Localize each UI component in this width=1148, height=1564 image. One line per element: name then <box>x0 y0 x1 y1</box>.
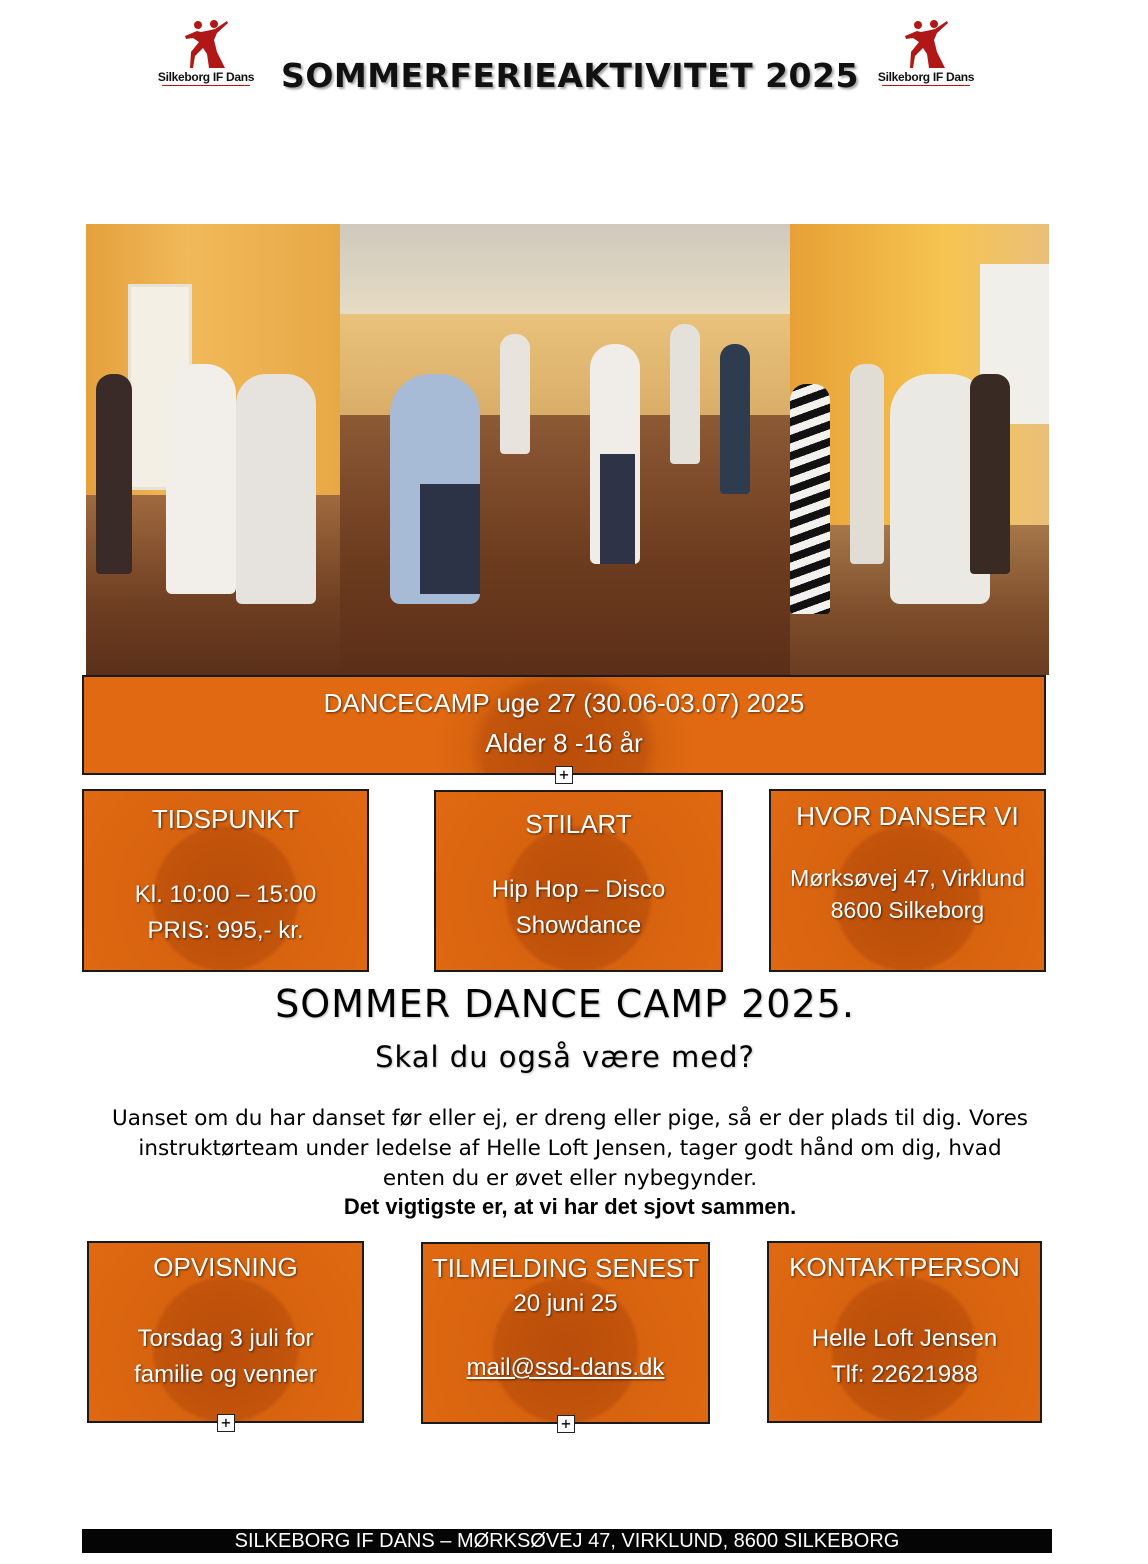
dance-photo-center <box>340 224 790 675</box>
dance-photo-left <box>86 224 340 675</box>
info-box-time <box>82 789 369 972</box>
camp-tagline: Det vigtigste er, at vi har det sjovt sammen. <box>343 1194 797 1219</box>
box-line: Kl. 10:00 – 15:00 <box>134 881 317 908</box>
box-line: familie og venner <box>134 1361 317 1388</box>
banner-dates: DANCECAMP uge 27 (30.06-03.07) 2025 <box>323 688 805 718</box>
camp-subtitle: Skal du også være med? <box>375 1040 755 1074</box>
dance-photo-right <box>790 224 1049 675</box>
info-box-contact <box>767 1241 1042 1423</box>
logo-rule <box>162 85 250 86</box>
body-line: enten du er øvet eller nybegynder. <box>382 1166 758 1191</box>
dancing-couple-icon <box>901 18 951 70</box>
expand-icon[interactable]: + <box>555 766 573 784</box>
club-logo-left <box>156 18 256 88</box>
expand-icon[interactable]: + <box>557 1415 575 1433</box>
club-logo-right <box>876 18 976 88</box>
camp-description <box>70 1104 1070 1194</box>
box-line: Showdance <box>515 912 642 939</box>
box-line: PRIS: 995,- kr. <box>147 917 304 944</box>
footer-bar: SILKEBORG IF DANS – MØRKSØVEJ 47, VIRKLUND, 8600 SILKEBORG <box>82 1529 1052 1553</box>
box-line: Torsdag 3 juli for <box>137 1325 314 1352</box>
info-box-show <box>87 1241 364 1423</box>
page-title: SOMMERFERIEAKTIVITET 2025 <box>281 56 859 95</box>
dancecamp-banner <box>82 675 1046 775</box>
box-line: Hip Hop – Disco <box>491 876 666 903</box>
box-line: Mørksøvej 47, Virklund <box>790 865 1025 891</box>
box-heading: HVOR DANSER VI <box>796 801 1019 831</box>
box-line: Tlf: 22621988 <box>831 1361 978 1388</box>
box-line: Helle Loft Jensen <box>811 1325 998 1352</box>
box-line: 20 juni 25 <box>513 1290 618 1317</box>
box-heading: KONTAKTPERSON <box>789 1252 1020 1282</box>
expand-icon[interactable]: + <box>217 1414 235 1432</box>
body-line: instruktørteam under ledelse af Helle Loft Jensen, tager godt hånd om dig, hvad <box>138 1136 1002 1161</box>
box-heading: OPVISNING <box>153 1252 298 1282</box>
box-heading: TILMELDING SENEST <box>431 1253 700 1283</box>
box-line: 8600 Silkeborg <box>830 897 985 923</box>
logo-rule <box>882 85 970 86</box>
box-heading: TIDSPUNKT <box>151 804 300 834</box>
box-heading: STILART <box>525 809 632 839</box>
dancing-couple-icon <box>181 18 231 70</box>
logo-text: Silkeborg IF Dans <box>157 70 255 84</box>
body-line: Uanset om du har danset før eller ej, er dreng eller pige, så er der plads til dig. Vores <box>112 1106 1028 1131</box>
info-box-style <box>434 790 723 972</box>
camp-title: SOMMER DANCE CAMP 2025. <box>275 982 855 1026</box>
info-box-location <box>769 789 1046 972</box>
logo-text: Silkeborg IF Dans <box>877 70 975 84</box>
banner-age: Alder 8 -16 år <box>485 728 643 758</box>
info-box-signup <box>421 1242 710 1424</box>
email-link[interactable]: mail@ssd-dans.dk <box>466 1354 665 1381</box>
